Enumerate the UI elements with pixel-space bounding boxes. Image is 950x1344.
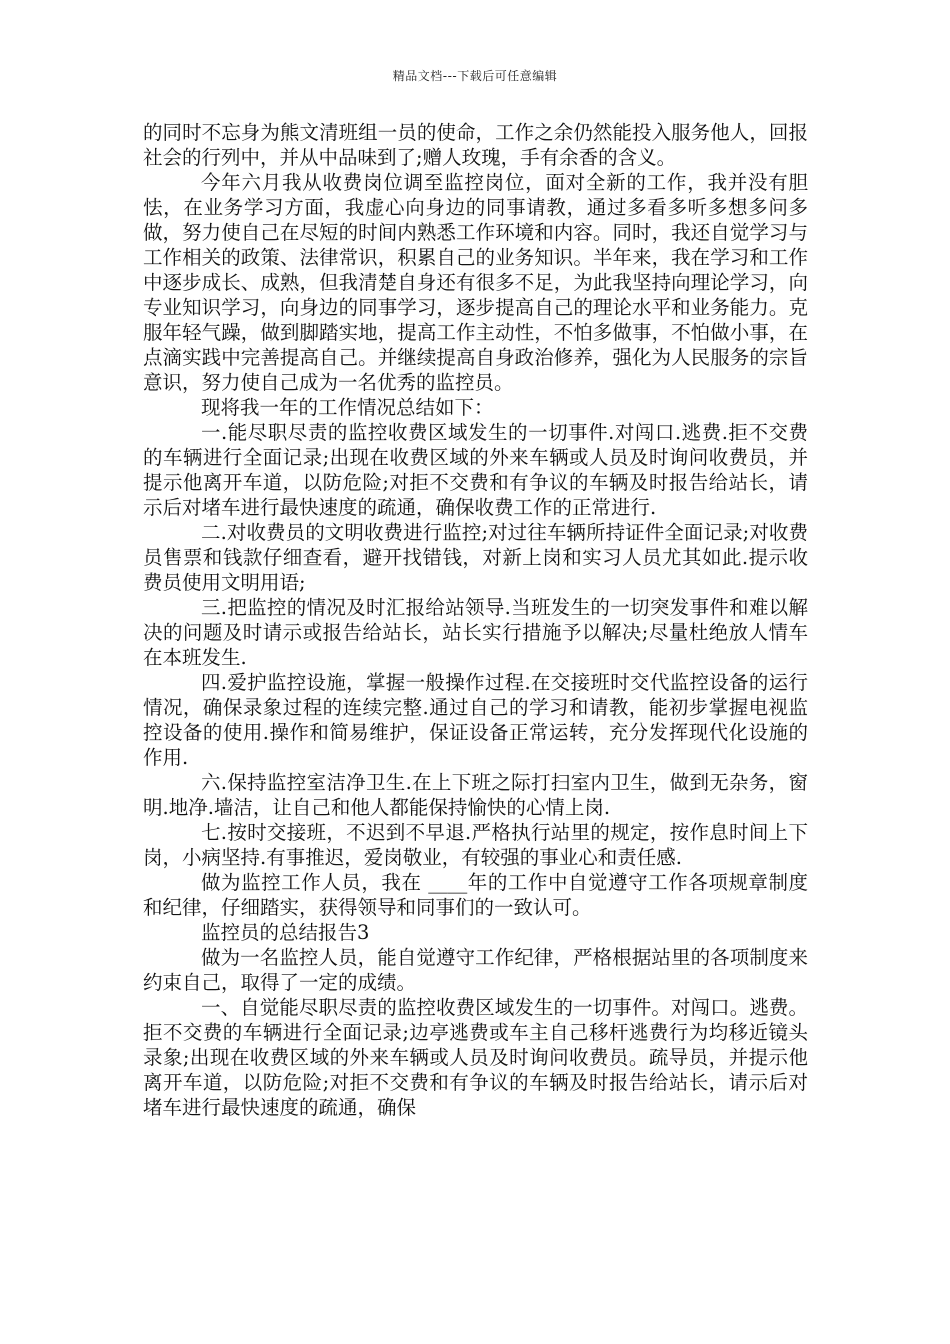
paragraph-4: 一.能尽职尽责的监控收费区域发生的一切事件.对闯口.逃费.拒不交费的车辆进行全面记录;出现在收费区域的外来车辆或人员及时询问收费员，并提示他离开车道，以防危险;对拒不交费和有争议的车辆及时报告给站长，请示后对堵车进行最快速度的疏通，确保收费工作的正常进行. xyxy=(143,421,808,519)
paragraph-5: 二.对收费员的文明收费进行监控;对过往车辆所持证件全面记录;对收费员售票和钱款仔细查看，避开找错钱，对新上岗和实习人员尤其如此.提示收费员使用文明用语; xyxy=(143,521,808,594)
section-title: 监控员的总结报告3 xyxy=(201,921,370,944)
paragraph-7: 四.爱护监控设施，掌握一般操作过程.在交接班时交代监控设备的运行情况，确保录象过程的连续完整.通过自己的学习和请教，能初步掌握电视监控设备的使用.操作和简易维护，保证设备正常运转，充分发挥现代化设施的作用. xyxy=(143,671,808,769)
paragraph-3: 现将我一年的工作情况总结如下： xyxy=(201,396,494,419)
paragraph-2: 今年六月我从收费岗位调至监控岗位，面对全新的工作，我并没有胆怯，在业务学习方面，我虚心向身边的同事请教，通过多看多听多想多问多做，努力使自己在尽短的时间内熟悉工作环境和内容。同时，我还自觉学习与工作相关的政策、法律常识，积累自己的业务知识。半年来，我在学习和工作中逐步成长、成熟，但我清楚自身还有很多不足，为此我坚持向理论学习，向专业知识学习，向身边的同事学习，逐步提高自己的理论水平和业务能力。克服年轻气躁，做到脚踏实地，提高工作主动性，不怕多做事，不怕做小事，在点滴实践中完善提高自己。并继续提高自身政治修养，强化为人民服务的宗旨意识，努力使自己成为一名优秀的监控员。 xyxy=(143,171,808,394)
paragraph-6: 三.把监控的情况及时汇报给站领导.当班发生的一切突发事件和难以解决的问题及时请示或报告给站长，站长实行措施予以解决;尽量杜绝放人情车在本班发生. xyxy=(143,596,808,669)
paragraph-1: 的同时不忘身为熊文清班组一员的使命，工作之余仍然能投入服务他人，回报社会的行列中，并从中品味到了;赠人玫瑰，手有余香的含义。 xyxy=(143,121,808,169)
paragraph-12: 做为一名监控人员，能自觉遵守工作纪律，严格根据站里的各项制度来约束自己，取得了一定的成绩。 xyxy=(143,946,808,994)
document-body xyxy=(143,120,808,1120)
paragraph-13: 一、自觉能尽职尽责的监控收费区域发生的一切事件。对闯口。逃费。拒不交费的车辆进行全面记录;边亭逃费或车主自己移杆逃费行为均移近镜头录象;出现在收费区域的外来车辆或人员及时询问收费员。疏导员，并提示他离开车道，以防危险;对拒不交费和有争议的车辆及时报告给站长，请示后对堵车进行最快速度的疏通，确保 xyxy=(143,996,808,1119)
page-header: 精品文档---下载后可任意编辑 xyxy=(392,69,558,83)
paragraph-9: 七.按时交接班，不迟到不早退.严格执行站里的规定，按作息时间上下岗，小病坚持.有事推迟，爱岗敬业，有较强的事业心和责任感. xyxy=(143,821,808,869)
paragraph-10: 做为监控工作人员，我在 ____年的工作中自觉遵守工作各项规章制度和纪律，仔细踏实，获得领导和同事们的一致认可。 xyxy=(143,871,808,919)
paragraph-8: 六.保持监控室洁净卫生.在上下班之际打扫室内卫生，做到无杂务，窗明.地净.墙洁，让自己和他人都能保持愉快的心情上岗. xyxy=(143,771,808,819)
